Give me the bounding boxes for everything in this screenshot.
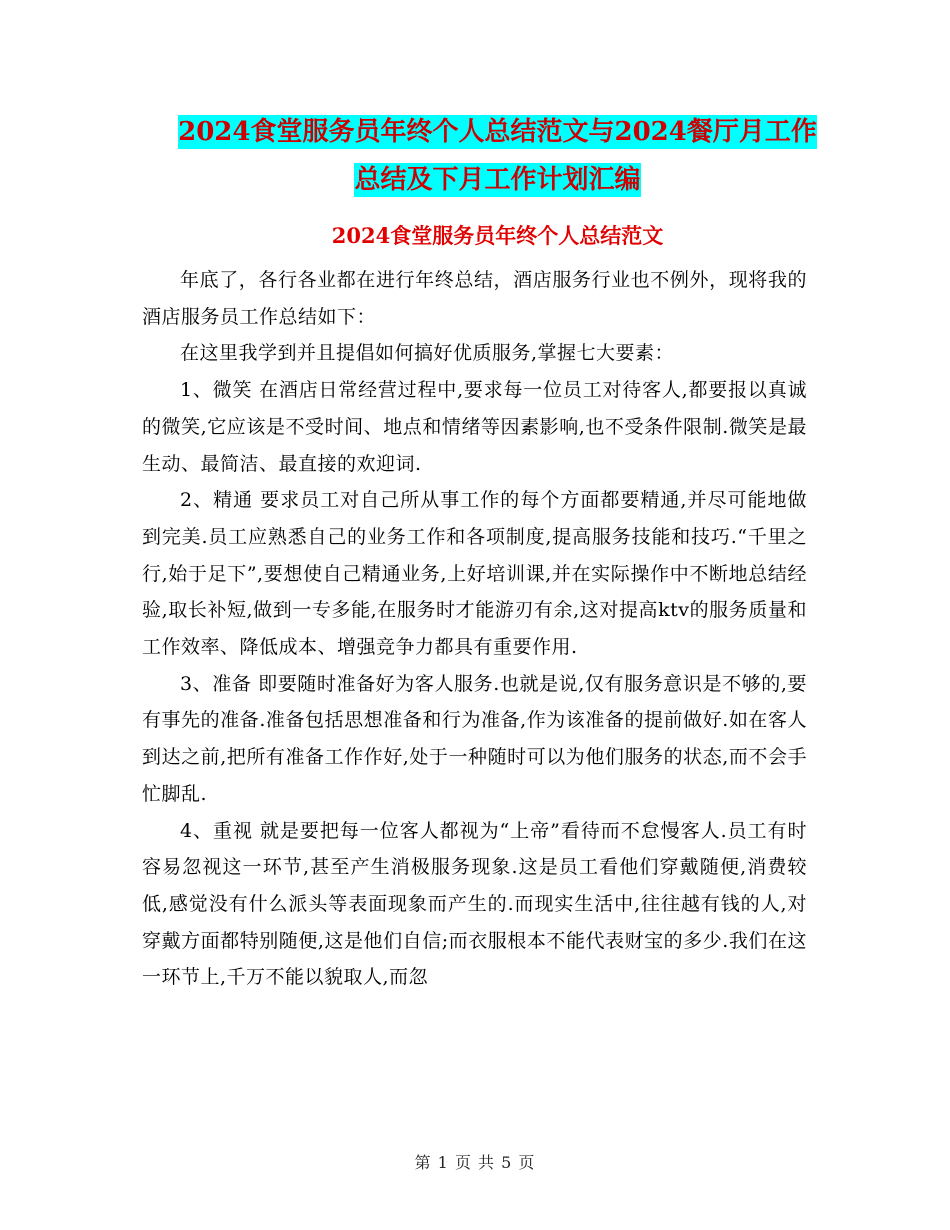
document-body xyxy=(142,262,807,996)
paragraph-smile: 1、微笑 在酒店日常经营过程中,要求每一位员工对待客人,都要报以真诚的微笑,它应该是不受时间、地点和情绪等因素影响,也不受条件限制.微笑是最生动、最简洁、最直接的欢迎词. xyxy=(142,379,807,475)
paragraph-elements-lead: 在这里我学到并且提倡如何搞好优质服务,掌握七大要素： xyxy=(180,342,675,365)
document-title xyxy=(140,108,855,204)
document-title-line1: 2024食堂服务员年终个人总结范文与2024餐厅月工作 xyxy=(178,117,817,147)
document-title-line2: 总结及下月工作计划汇编 xyxy=(354,165,641,195)
paragraph-intro: 年底了，各行各业都在进行年终总结，酒店服务行业也不例外，现将我的酒店服务员工作总结如下： xyxy=(142,269,807,328)
page-indicator: 第 1 页 共 5 页 xyxy=(414,1153,536,1172)
paragraph-respect: 4、重视 就是要把每一位客人都视为“上帝”看待而不怠慢客人.员工有时容易忽视这一环节,甚至产生消极服务现象.这是员工看他们穿戴随便,消费较低,感觉没有什么派头等表面现象而产生的.而现实生活中,往往越有钱的人,对穿戴方面都特别随便,这是他们自信;而衣服根本不能代表财宝的多少.我们在这一环节上,千万不能以貌取人,而忽 xyxy=(142,819,807,989)
paragraph-proficiency: 2、精通 要求员工对自己所从事工作的每个方面都要精通,并尽可能地做到完美.员工应熟悉自己的业务工作和各项制度,提高服务技能和技巧.“千里之行,始于足下”,要想使自己精通业务,上好培训课,并在实际操作中不断地总结经验,取长补短,做到一专多能,在服务时才能游刃有余,这对提高ktv的服务质量和工作效率、降低成本、增强竞争力都具有重要作用. xyxy=(142,489,807,659)
paragraph-preparation: 3、准备 即要随时准备好为客人服务.也就是说,仅有服务意识是不够的,要有事先的准备.准备包括思想准备和行为准备,作为该准备的提前做好.如在客人到达之前,把所有准备工作作好,处于一种随时可以为他们服务的状态,而不会手忙脚乱. xyxy=(142,672,807,805)
section-title: 2024食堂服务员年终个人总结范文 xyxy=(331,223,664,248)
